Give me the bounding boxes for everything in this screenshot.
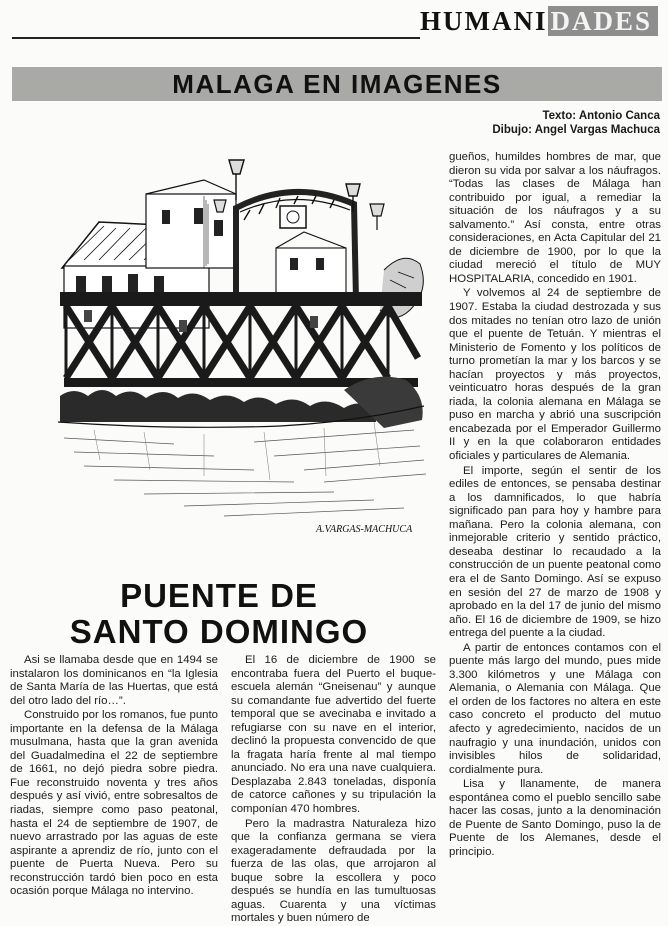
paragraph: El 16 de diciembre de 1900 se encontraba fuera del Puerto el buque-escuela alemán “Gneisenau” y aunque su comandante fue advertido del fuerte temporal que se avecinaba e invitado a refugiarse con su nave en el interior, declinó la propuesta convencido de que la fragata haría frente al mal tiempo anunciado. No era una nave cualquiera. Desplazaba 2.843 toneladas, disponía de catorce cañones y su tripulación la componían 470 hombres. bbox=[231, 654, 436, 816]
paragraph: Pero la madrastra Naturaleza hizo que la confianza germana se viera exageradamente defraudada por la fuerza de las olas, que arrojaron al buque sobre la escollera y poco después se hundía en las tumultuosas aguas. Cuarenta y una víctimas mortales y buen número de bbox=[231, 817, 436, 925]
credit-drawing: Dibujo: Angel Vargas Machuca bbox=[492, 124, 660, 136]
article-column-1 bbox=[10, 654, 218, 900]
headline-line-2: SANTO DOMINGO bbox=[69, 613, 369, 650]
paragraph: Lisa y llanamente, de manera espontánea como el pueblo sencillo sabe hacer las cosas, junto a la denominación de Puente de Santo Domingo, puso la de Puente de los Alemanes, desde el principio. bbox=[449, 778, 661, 858]
article-column-2 bbox=[231, 654, 436, 925]
headline-line-1: PUENTE DE bbox=[120, 577, 318, 614]
section-label-dark: HUMANI bbox=[420, 6, 548, 36]
credit-text: Texto: Antonio Canca bbox=[542, 110, 660, 122]
artist-signature: A.VARGAS-MACHUCA bbox=[316, 524, 413, 535]
paragraph: Asi se llamaba desde que en 1494 se instalaron los dominicanos en “la Iglesia de Santa María de las Huertas, que está del otro lado del río…”. bbox=[10, 654, 218, 707]
paragraph: A partir de entonces contamos con el puente más largo del mundo, pues mide 3.300 kilómetros y une Málaga con Alemania, o Alemania con Málaga. Que el orden de los factores no altera en este caso concreto el producto del mutuo afecto y agredecimiento, nacidos de un naufragio y una inundación, unidos con invisibles hilos de solidaridad, cordialmente pura. bbox=[449, 641, 661, 776]
paragraph: El importe, según el sentir de los ediles de entonces, se pensaba destinar a los damnificados, lo que habría significado pan para hoy y hambre para mañana. Pero la colonia alemana, con inmejorable criterio y sentido práctico, deseaba destinar lo recaudado a la construcción de un puente peatonal como era el de Santo Domingo. Así se expuso en sesión del 27 de marzo de 1908 y aprobado en la del 17 de junio del mismo año. El 16 de diciembre de 1909, se hizo entrega del puente a la ciudad. bbox=[449, 464, 661, 640]
paragraph: gueños, humildes hombres de mar, que dieron su vida por salvar a los náufragos. “Todas las clases de Málaga han contribuido por igual, a remediar la situación de los náufragos y a su salvamento.” Así consta, entre otras consideraciones, en Acta Capitular del 21 de diciembre de 1900, por lo que la ciudad mereció el título de MUY HOSPITALARIA, concedido en 1901. bbox=[449, 151, 661, 285]
paragraph: Construido por los romanos, fue punto importante en la defensa de la Málaga musulmana, hasta que la gran avenida del Guadalmedina el 22 de septiembre de 1661, no dejó piedra sobre piedra. Fue reconstruido noventa y tres años después y así vivió, entre sobresaltos de riadas, siempre como paso peatonal, hasta el 24 de septiembre de 1907, de nuevo arrastrado por las aguas de este aspirante a aprendiz de río, junto con el puente de Puerta Nueva. Pero su reconstrucción tardó bien poco en esta ocasión porque Málaga no intervino. bbox=[10, 709, 218, 898]
page-title: MALAGA EN IMAGENES bbox=[172, 69, 502, 99]
credits bbox=[492, 109, 660, 137]
header-rule bbox=[12, 37, 420, 39]
article-column-3 bbox=[449, 151, 661, 900]
bridge-drawing-svg bbox=[54, 160, 430, 538]
bridge-drawing-icon bbox=[54, 160, 430, 538]
article-headline bbox=[30, 578, 408, 650]
section-label-light: DADES bbox=[548, 6, 659, 36]
paragraph: Y volvemos al 24 de septiembre de 1907. Estaba la ciudad destrozada y sus dos mitades no tenían otro lazo de unión que el puente de Tetuán. Y mientras el Ministerio de Fomento y los políticos de turno prometían la mar y los barcos y se hacían proyectos y más proyectos, veinticuatro horas después de la gran riada, la colonia alemana en Málaga se puso en marcha y abrió una suscripción encabezada por el Emperador Guillermo II y en la que colaboraron entidades oficiales y particulares de Alemania. bbox=[449, 287, 661, 463]
title-bar bbox=[12, 67, 662, 101]
section-label bbox=[420, 4, 658, 38]
